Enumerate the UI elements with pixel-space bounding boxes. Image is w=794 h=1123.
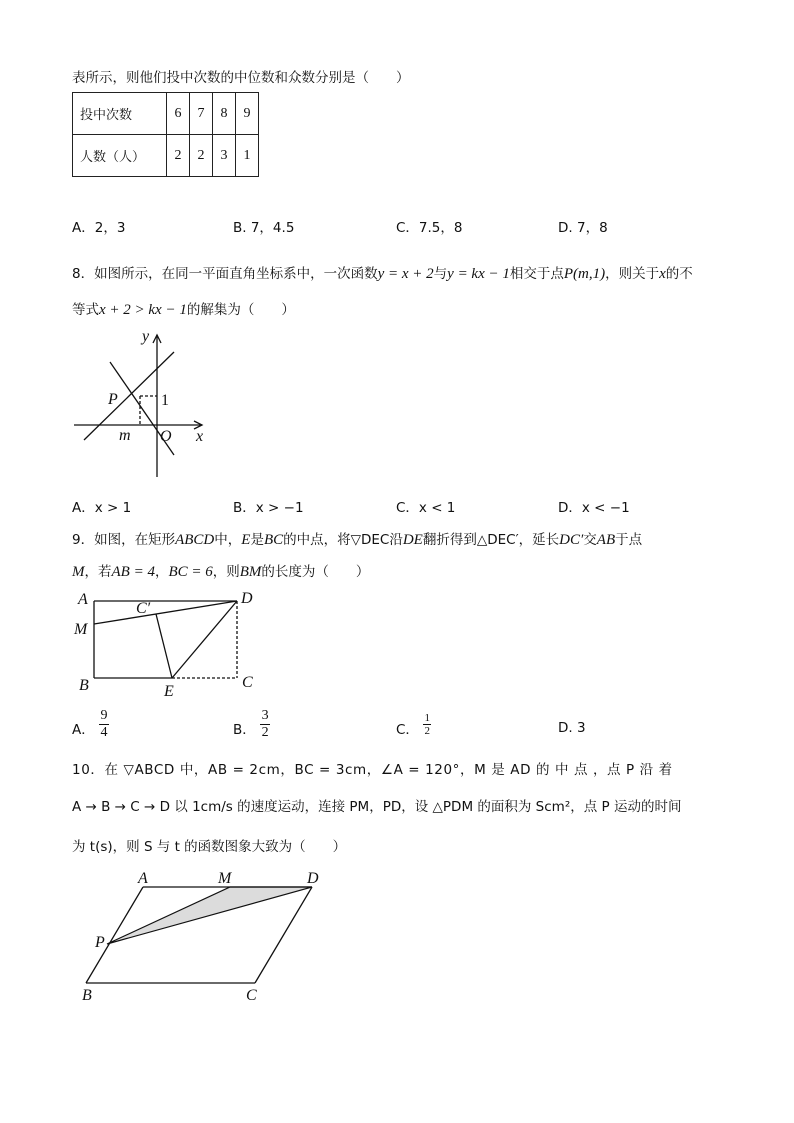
q9-text: ，则 — [212, 564, 240, 580]
table-cell: 2 — [167, 135, 190, 177]
q9-math: M — [72, 564, 85, 580]
q9-math: AB — [596, 532, 616, 548]
fraction — [423, 712, 431, 737]
table-cell: 9 — [236, 93, 259, 135]
q9-text: 是 — [250, 532, 264, 548]
fraction-numerator: 1 — [424, 712, 430, 724]
q9-text: 中， — [214, 532, 242, 548]
fraction-denominator: 4 — [100, 725, 108, 740]
q9-text: 的长度为（ ） — [261, 564, 370, 580]
option-label: B． — [233, 722, 256, 738]
q9-math: BC — [263, 532, 284, 548]
q8-text: 的不 — [665, 266, 693, 282]
q8-option-b[interactable]: B．x > −1 — [233, 500, 304, 516]
fraction-numerator: 3 — [261, 708, 269, 723]
q9-stem-line2 — [72, 560, 369, 581]
q9-text: 于点 — [615, 532, 643, 548]
q9-math: DE — [402, 532, 423, 548]
segment-de — [172, 601, 237, 678]
q9-figure — [72, 590, 272, 702]
q8-stem-line1 — [72, 262, 693, 283]
table-header-cell: 投中次数 — [73, 93, 167, 135]
q8-eq2: y = kx − 1 — [447, 266, 510, 282]
q9-math: ABCD — [175, 532, 215, 548]
q9-math: BM — [239, 564, 262, 580]
q9-stem-line1 — [72, 528, 642, 549]
q10-stem-line1: 10．在 ▽ABCD 中，AB = 2cm，BC = 3cm，∠A = 120°，M 是 AD 的 中 点 ，点 P 沿 着 — [72, 762, 673, 778]
label-a: A — [78, 591, 88, 608]
q8-text: 的解集为（ ） — [186, 302, 295, 318]
label-c-prime: C′ — [136, 600, 151, 617]
label-m: M — [218, 870, 232, 887]
label-m: M — [74, 621, 88, 638]
fraction-denominator: 2 — [261, 725, 269, 740]
q8-text: 等式 — [72, 302, 99, 318]
q9-option-c[interactable] — [396, 712, 431, 737]
fraction — [260, 708, 270, 741]
q10-stem-line2: A → B → C → D 以 1cm/s 的速度运动，连接 PM，PD，设 △PDM 的面积为 Scm²，点 P 运动的时间 — [72, 799, 682, 815]
q8-text: ，则关于 — [605, 266, 660, 282]
label-p: P — [95, 934, 105, 951]
label-d: D — [241, 590, 253, 607]
stat-table — [72, 92, 259, 177]
side-cd — [255, 887, 312, 983]
q9-math: AB = 4 — [111, 564, 155, 580]
q8-option-d[interactable]: D．x < −1 — [558, 500, 630, 516]
q9-math: BC = 6 — [168, 564, 213, 580]
label-b: B — [82, 987, 92, 1004]
label-p: P — [108, 391, 118, 408]
q9-option-d[interactable]: D. 3 — [558, 720, 586, 736]
q8-option-c[interactable]: C．x < 1 — [396, 500, 456, 516]
q8-text: 相交于点 — [509, 266, 564, 282]
q9-text: 交 — [583, 532, 597, 548]
q8-point: P(m,1) — [563, 266, 606, 282]
table-header-cell: 人数（人） — [73, 135, 167, 177]
table-cell: 6 — [167, 93, 190, 135]
label-1: 1 — [161, 392, 169, 409]
fraction-numerator: 9 — [100, 708, 108, 723]
q8-eq1: y = x + 2 — [377, 266, 434, 282]
table-cell: 7 — [190, 93, 213, 135]
label-a: A — [138, 870, 148, 887]
q7-stem: 表所示，则他们投中次数的中位数和众数分别是（ ） — [72, 70, 410, 86]
q9-text: ， — [154, 564, 169, 580]
table-row — [73, 93, 259, 135]
table-cell: 1 — [236, 135, 259, 177]
label-e: E — [164, 683, 174, 700]
q8-option-a[interactable]: A．x > 1 — [72, 500, 132, 516]
label-x: x — [196, 428, 204, 445]
fraction — [99, 708, 109, 741]
q8-text: 与 — [433, 266, 448, 282]
label-b: B — [79, 677, 89, 694]
q9-text: 9．如图，在矩形 — [72, 532, 176, 548]
q9-math: E — [241, 532, 251, 548]
q7-option-b[interactable]: B. 7，4.5 — [233, 220, 295, 236]
q7-option-a[interactable]: A．2，3 — [72, 220, 126, 236]
q9-text: 翻折得到△DEC′，延长 — [422, 532, 560, 548]
option-label: A． — [72, 722, 95, 738]
q8-figure — [70, 325, 220, 485]
q8-ineq: x + 2 > kx − 1 — [99, 302, 187, 318]
q9-math: DC′ — [559, 532, 584, 548]
q10-stem-line3: 为 t(s)，则 S 与 t 的函数图象大致为（ ） — [72, 839, 347, 855]
table-row — [73, 135, 259, 177]
q9-option-a[interactable] — [72, 708, 109, 741]
label-y: y — [142, 328, 150, 345]
fraction-denominator: 2 — [424, 725, 430, 737]
segment-ec-prime — [156, 614, 172, 678]
q7-option-d[interactable]: D. 7，8 — [558, 220, 608, 236]
segment-md — [94, 601, 237, 624]
q8-text: 8．如图所示，在同一平面直角坐标系中，一次函数 — [72, 266, 378, 282]
q7-option-c[interactable]: C．7.5，8 — [396, 220, 463, 236]
q9-text: ，若 — [84, 564, 112, 580]
table-cell: 3 — [213, 135, 236, 177]
label-c: C — [246, 987, 257, 1004]
label-o: O — [160, 428, 172, 445]
label-d: D — [307, 870, 319, 887]
q9-text: 的中点，将▽DEC沿 — [283, 532, 403, 548]
q8-stem-line2 — [72, 298, 295, 319]
table-cell: 8 — [213, 93, 236, 135]
q10-figure — [80, 868, 330, 1008]
q9-option-b[interactable] — [233, 708, 270, 741]
label-m: m — [119, 427, 131, 444]
label-c: C — [242, 674, 253, 691]
table-cell: 2 — [190, 135, 213, 177]
option-label: C． — [396, 722, 419, 738]
q8-var: x — [659, 266, 666, 282]
